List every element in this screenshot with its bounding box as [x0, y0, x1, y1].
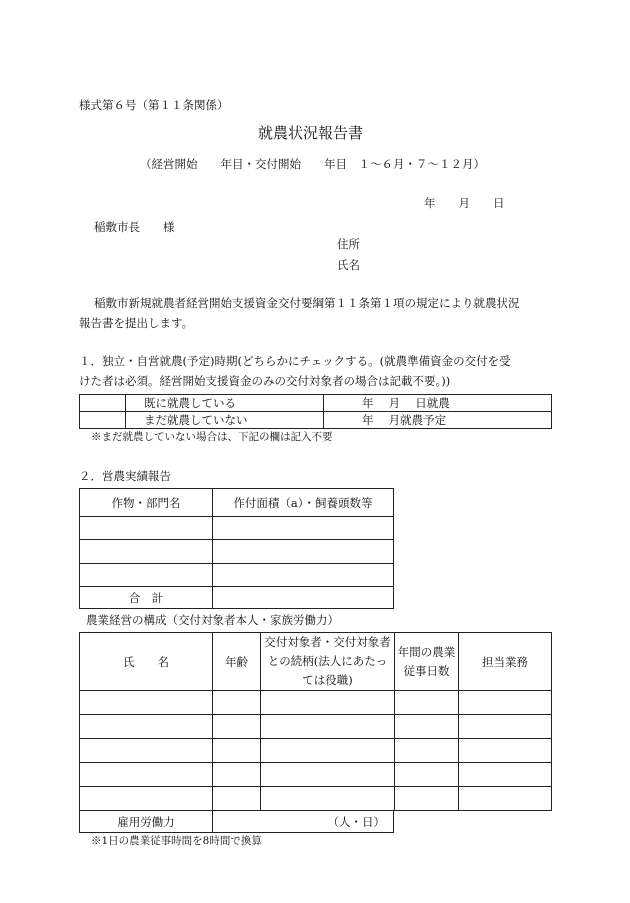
- section2-heading: ２．営農実績報告: [79, 469, 171, 483]
- table-row: [80, 739, 552, 763]
- area-cell[interactable]: [213, 517, 394, 540]
- cell[interactable]: [80, 787, 213, 811]
- cell[interactable]: [395, 691, 459, 715]
- intro-text-line2: 報告書を提出します。: [79, 316, 194, 330]
- cell[interactable]: [459, 715, 552, 739]
- row-label-not-employed: まだ就農していない: [126, 412, 324, 429]
- document-title: 就農状況報告書: [258, 124, 364, 142]
- labor-table: [79, 632, 552, 811]
- cell[interactable]: [80, 763, 213, 787]
- section1-heading-line2: けた者は必須。経営開始支援資金のみの交付対象者の場合は記載不要。)): [79, 374, 451, 388]
- section1-note: ※まだ就農していない場合は、下記の欄は記入不要: [91, 431, 333, 443]
- checkbox-cell-employed[interactable]: [80, 395, 126, 412]
- total-label: 合 計: [80, 587, 213, 609]
- cell[interactable]: [213, 691, 261, 715]
- duties-header: 担当業務: [459, 633, 552, 691]
- form-number: 様式第６号（第１１条関係）: [79, 98, 229, 112]
- address-label: 住所: [337, 237, 360, 251]
- crop-cell[interactable]: [80, 540, 213, 564]
- cell[interactable]: [395, 715, 459, 739]
- table-row: [80, 787, 552, 811]
- footnote: ※1日の農業従事時間を8時間で換算: [91, 835, 262, 847]
- cell[interactable]: [459, 691, 552, 715]
- area-cell[interactable]: [213, 540, 394, 564]
- date-field: 年 月 日: [424, 196, 505, 210]
- labor-table-title: 農業経営の構成（交付対象者本人・家族労働力）: [86, 613, 339, 627]
- document-subtitle: （経営開始 年目・交付開始 年目 １～６月・７～１２月）: [140, 157, 485, 171]
- table-header-row: [80, 489, 394, 517]
- cell[interactable]: [395, 739, 459, 763]
- cell[interactable]: [459, 739, 552, 763]
- cell[interactable]: [213, 763, 261, 787]
- area-header: 作付面積（a）・飼養頭数等: [213, 489, 394, 517]
- intro-text-line1: 稲敷市新規就農者経営開始支援資金交付要綱第１１条第１項の規定により就農状況: [94, 296, 520, 310]
- table-row: [80, 715, 552, 739]
- cell[interactable]: [213, 739, 261, 763]
- cell[interactable]: [213, 715, 261, 739]
- cell[interactable]: [261, 787, 395, 811]
- table-header-row: [80, 633, 552, 691]
- addressee: 稲敷市長 様: [94, 220, 175, 234]
- table-total-row: [80, 587, 394, 609]
- cell[interactable]: [395, 763, 459, 787]
- cell[interactable]: [213, 787, 261, 811]
- relationship-header: 交付対象者・交付対象者との続柄(法人にあたっては役職): [261, 633, 395, 691]
- checkbox-cell-not-employed[interactable]: [80, 412, 126, 429]
- cell[interactable]: [261, 691, 395, 715]
- table-row: [80, 763, 552, 787]
- cell[interactable]: [395, 787, 459, 811]
- days-header: 年間の農業従事日数: [395, 633, 459, 691]
- area-cell[interactable]: [213, 564, 394, 587]
- name-header: 氏 名: [80, 633, 213, 691]
- table-row: [80, 811, 394, 833]
- age-header: 年齢: [213, 633, 261, 691]
- hired-labor-unit[interactable]: （人・日）: [213, 811, 394, 833]
- cell[interactable]: [459, 763, 552, 787]
- crop-cell[interactable]: [80, 564, 213, 587]
- table-row: [80, 517, 394, 540]
- farming-start-table: [79, 394, 552, 429]
- table-row: [80, 395, 552, 412]
- table-row: [80, 691, 552, 715]
- planned-date-field[interactable]: 年 月就農予定: [324, 412, 552, 429]
- table-row: [80, 540, 394, 564]
- hired-labor-table: [79, 810, 394, 833]
- crop-cell[interactable]: [80, 517, 213, 540]
- row-label-employed: 既に就農している: [126, 395, 324, 412]
- cell[interactable]: [261, 739, 395, 763]
- cell[interactable]: [80, 691, 213, 715]
- cell[interactable]: [80, 715, 213, 739]
- table-row: [80, 412, 552, 429]
- hired-labor-label: 雇用労働力: [80, 811, 213, 833]
- start-date-field[interactable]: 年 月 日就農: [324, 395, 552, 412]
- cell[interactable]: [459, 787, 552, 811]
- crop-header: 作物・部門名: [80, 489, 213, 517]
- cell[interactable]: [261, 715, 395, 739]
- section1-heading-line1: １．独立・自営就農(予定)時期(どちらかにチェックする。(就農準備資金の交付を受: [79, 354, 511, 368]
- crop-table: [79, 488, 394, 609]
- name-label: 氏名: [337, 258, 360, 272]
- cell[interactable]: [80, 739, 213, 763]
- cell[interactable]: [261, 763, 395, 787]
- table-row: [80, 564, 394, 587]
- total-cell[interactable]: [213, 587, 394, 609]
